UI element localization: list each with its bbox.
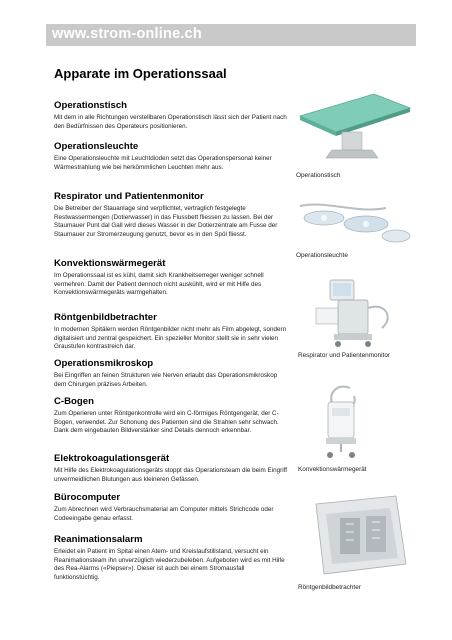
surgical-light-icon (296, 196, 414, 250)
figure-operationsleuchte (296, 196, 414, 259)
figure-caption: Operationsleuchte (296, 252, 348, 259)
section-operationsmikroskop (54, 358, 290, 389)
section-respirator (54, 191, 290, 239)
section-title: Respirator und Patientenmonitor (54, 191, 204, 202)
xray-viewer-icon (296, 494, 414, 578)
figure-caption: Röntgenbildbetrachter (298, 584, 361, 591)
section-text: Zum Abrechnen wird Verbrauchsmaterial am Computer mittels Strichcode oder Codeeingabe genau erfasst. (54, 506, 274, 522)
section-reanimationsalarm (54, 534, 290, 582)
section-title: Konvektionswärmegerät (54, 258, 166, 269)
figure-roentgenbildbetrachter (296, 494, 414, 591)
section-title: C-Bogen (54, 396, 94, 407)
section-text: Eine Operationsleuchte mit Leuchtdioden setzt das Operationspersonal keiner Wärmestrahlung wie bei herkömmlichen Leuchten mehr aus. (54, 155, 272, 171)
operating-table-icon (296, 86, 414, 170)
section-text: Zum Operieren unter Röntgenkontrolle wird ein C-förmiges Röntgengerät, der C-Bogen, verwendet. Zur Schonung des Patienten sind die Strahlen sehr schwach. Dank dem eingebauten Bildverstärker sind Details dennoch erkennbar. (54, 410, 279, 435)
section-c-bogen (54, 396, 290, 436)
section-title: Operationstisch (54, 100, 128, 111)
respirator-monitor-icon (296, 278, 414, 350)
section-roentgenbildbetrachter (54, 312, 290, 352)
section-konvektionswaermegeraet (54, 258, 290, 298)
section-title: Operationsmikroskop (54, 358, 154, 369)
section-buerocomputer (54, 492, 290, 523)
figure-operationstisch (296, 86, 414, 179)
figure-caption: Konvektionswärmegerät (298, 466, 367, 473)
site-header-bar (46, 24, 416, 46)
section-title: Bürocomputer (54, 492, 121, 503)
section-text: Die Betreiber der Stauanlage sind verpflichtet, vertraglich festgelegte Restwassermengen (Dotierwasser) in das Flussbett fliessen zu lassen. Bei der Staumauer Punt dal Gall wird dieses Wasser in der Dotierzentrale am Fusse der Staumauer zur Stromerzeugung genutzt, bevor es in den Spöl fliesst. (54, 205, 278, 238)
section-text: In modernen Spitälern werden Röntgenbilder nicht mehr als Film abgelegt, sondern digitalisiert und zentral gespeichert. Ein spezieller Monitor stellt sie in sehr vielen Graustufen kontrastreich dar. (54, 326, 287, 351)
section-text: Bei Eingriffen an feinen Strukturen wie Nerven erlaubt das Operationsmikroskop dem Chirurgen präzises Arbeiten. (54, 372, 278, 388)
site-name: www.strom-online.ch (52, 26, 202, 42)
figure-caption: Operationstisch (296, 172, 341, 179)
figure-caption: Respirator und Patientenmonitor (298, 352, 391, 359)
section-operationsleuchte (54, 141, 290, 172)
section-text: Mit Hilfe des Elektrokoagulationsgeräts stoppt das Operationsteam die beim Eingriff unvermeidlichen Blutungen aus kleineren Gefässen. (54, 467, 287, 483)
section-text: Erleidet ein Patient im Spital einen Atem- und Kreislaufstillstand, versucht ein Reanimationsteam ihn unverzüglich wiederzubeleben. Aufgeboten wird es mit Hilfe des Rea-Alarms («Piepser»). Dieser ist auch bei einem Stromausfall funktionstüchtig. (54, 548, 285, 581)
section-title: Röntgenbildbetrachter (54, 312, 157, 323)
section-text: Im Operationssaal ist es kühl, damit sich Krankheitserreger weniger schnell vermehren. Damit der Patient dennoch nicht auskühlt, wird er mit Hilfe des Konvektionswärmegeräts warmgehalten. (54, 272, 264, 297)
section-operationstisch (54, 100, 290, 131)
section-elektrokoagulationsgeraet (54, 453, 290, 484)
section-title: Reanimationsalarm (54, 534, 143, 545)
section-title: Elektrokoagulationsgerät (54, 453, 170, 464)
figure-konvektionswaermegeraet (296, 382, 414, 473)
page-title: Apparate im Operationssaal (54, 66, 227, 81)
convection-warmer-icon (296, 382, 414, 460)
section-text: Mit dem in alle Richtungen verstellbaren Operationstisch lässt sich der Patient nach den Bedürfnissen des Operateurs positionieren. (54, 114, 287, 130)
figure-respirator (296, 278, 414, 359)
section-title: Operationsleuchte (54, 141, 139, 152)
